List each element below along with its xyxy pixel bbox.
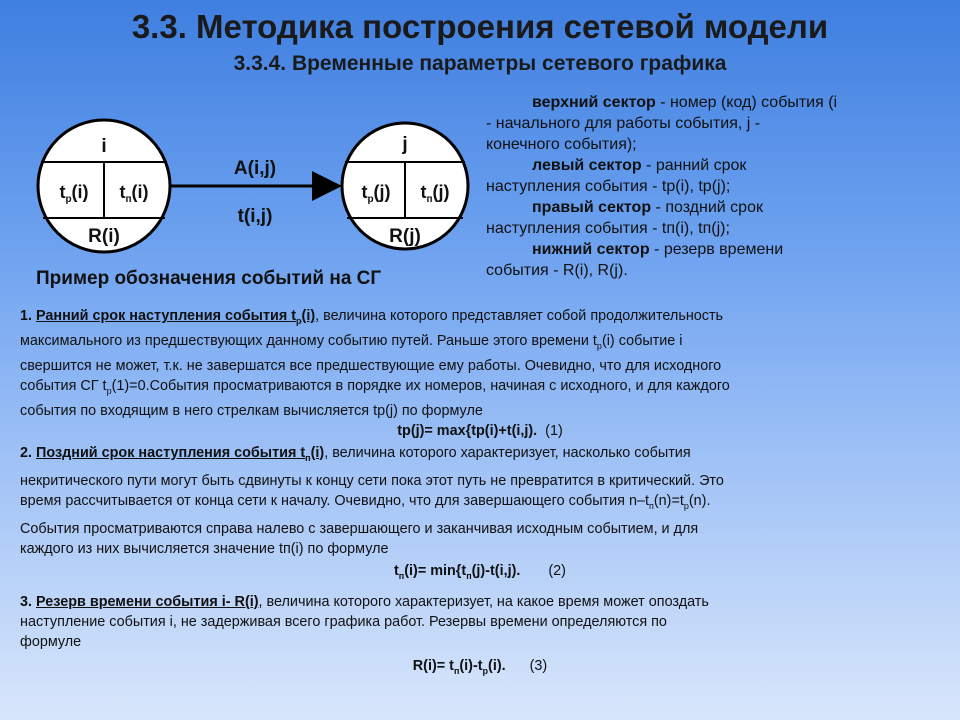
s3-heading: Резерв времени события i- R(i) bbox=[36, 594, 259, 611]
s2-line1: 2. Поздний срок наступления события $t_п(i)$, величина которого характеризует, насколько события bbox=[20, 444, 691, 463]
node-j-top-label: j bbox=[402, 134, 408, 155]
legend-bottom-desc: - резерв времени bbox=[649, 241, 784, 258]
s1-heading: Ранний срок наступления события $t_р(i)$ bbox=[36, 308, 316, 326]
node-i-right-label: $t_п(i)$ bbox=[119, 182, 149, 205]
legend-bottom-term: нижний сектор bbox=[532, 241, 650, 258]
s3-number: 3. bbox=[20, 594, 33, 611]
legend-left-line1 bbox=[486, 155, 881, 176]
legend-left-desc: - ранний срок bbox=[641, 157, 747, 174]
legend-upper-line3: конечного события); bbox=[486, 136, 637, 153]
legend-right-line1 bbox=[486, 197, 881, 218]
arrow-duration-label: t(i,j) bbox=[237, 206, 273, 227]
s2-line4: События просматриваются справа налево с завершающего и заканчивая исходным событием, и для bbox=[20, 521, 699, 538]
s3-line3: формуле bbox=[20, 634, 82, 651]
legend-upper-line2: - начального для работы события, j - bbox=[486, 115, 761, 132]
legend-left-line2: наступления события - tр(i), tр(j); bbox=[486, 178, 731, 195]
event-notation-diagram bbox=[0, 100, 490, 280]
s1-line4: события СГ $t_р(1)=0.События$ просматриваются в порядке их номеров, начиная с исходного, и для каждого bbox=[20, 377, 730, 396]
node-i-top-label: i bbox=[101, 136, 107, 157]
s2-line2: некритического пути могут быть сдвинуты к концу сети пока этот путь не превратится в критический. Это bbox=[20, 472, 724, 489]
formula-1: tр(j)= max{tр(i)+t(i,j). (1) bbox=[397, 422, 563, 439]
body-text bbox=[20, 306, 940, 681]
s1-line5: события по входящим в него стрелкам вычисляется tр(j) по формуле bbox=[20, 402, 483, 419]
s3-line2: наступление события i, не задерживая всего графика работ. Резервы времени определяются по bbox=[20, 614, 667, 631]
node-j-bottom-label: R(j) bbox=[389, 226, 421, 247]
s3-line1: 3. Резерв времени события i- R(i), величина которого характеризует, на какое время может опоздать bbox=[20, 594, 709, 611]
legend-upper-desc: - номер (код) события (i bbox=[655, 94, 838, 111]
event-node-i bbox=[38, 120, 170, 252]
legend-left-term: левый сектор bbox=[532, 157, 642, 174]
legend-bottom-line2: события - R(i), R(j). bbox=[486, 262, 628, 279]
s2-heading: Поздний срок наступления события $t_п(i)$ bbox=[36, 444, 325, 463]
s1-line1: 1. Ранний срок наступления события $t_р(i)$, величина которого представляет собой продолжительность bbox=[20, 308, 724, 326]
diagram-caption: Пример обозначения событий на СГ bbox=[36, 268, 382, 289]
s1-line3: свершится не может, т.к. не завершатся все предшествующие ему работы. Очевидно, что для исходного bbox=[20, 357, 722, 374]
arrow-work-label: A(i,j) bbox=[233, 158, 277, 179]
s2-line5: каждого из них вычисляется значение tп(i) по формуле bbox=[20, 541, 389, 558]
s2-line3: время рассчитывается от конца сети к началу. Очевидно, что для завершающего события $n-t_п(n)=t_р(n)$. bbox=[20, 492, 711, 511]
legend-right-desc: - поздний срок bbox=[651, 199, 763, 216]
legend-right-term: правый сектор bbox=[532, 199, 652, 216]
s1-line2: максимального из предшествующих данному событию путей. Раньше этого времени $t_р(i)$ событие i bbox=[20, 332, 683, 351]
legend-upper-line1 bbox=[486, 92, 881, 113]
page-subtitle: 3.3.4. Временные параметры сетевого графика bbox=[233, 52, 727, 75]
node-i-bottom-label: R(i) bbox=[88, 226, 120, 247]
s2-number: 2. bbox=[20, 444, 33, 461]
legend-upper-term: верхний сектор bbox=[532, 94, 656, 111]
node-j-left-label: $t_р(j)$ bbox=[361, 182, 391, 205]
node-j-right-label: $t_п(j)$ bbox=[420, 182, 450, 205]
formula-2: $t_п(i)= \min\{t_п(j)-t(i,j)$. (2) bbox=[394, 563, 566, 582]
page-title: 3.3. Методика построения сетевой модели bbox=[131, 8, 829, 45]
event-node-j bbox=[342, 123, 468, 249]
sector-legend bbox=[486, 92, 881, 281]
node-i-left-label: $t_р(i)$ bbox=[59, 182, 89, 205]
s1-number: 1. bbox=[20, 308, 33, 324]
legend-right-line2: наступления события - tп(i), tп(j); bbox=[486, 220, 730, 237]
formula-3: $R(i)= t_п(i)-t_р(i)$. (3) bbox=[412, 658, 548, 677]
legend-bottom-line1 bbox=[486, 239, 881, 260]
